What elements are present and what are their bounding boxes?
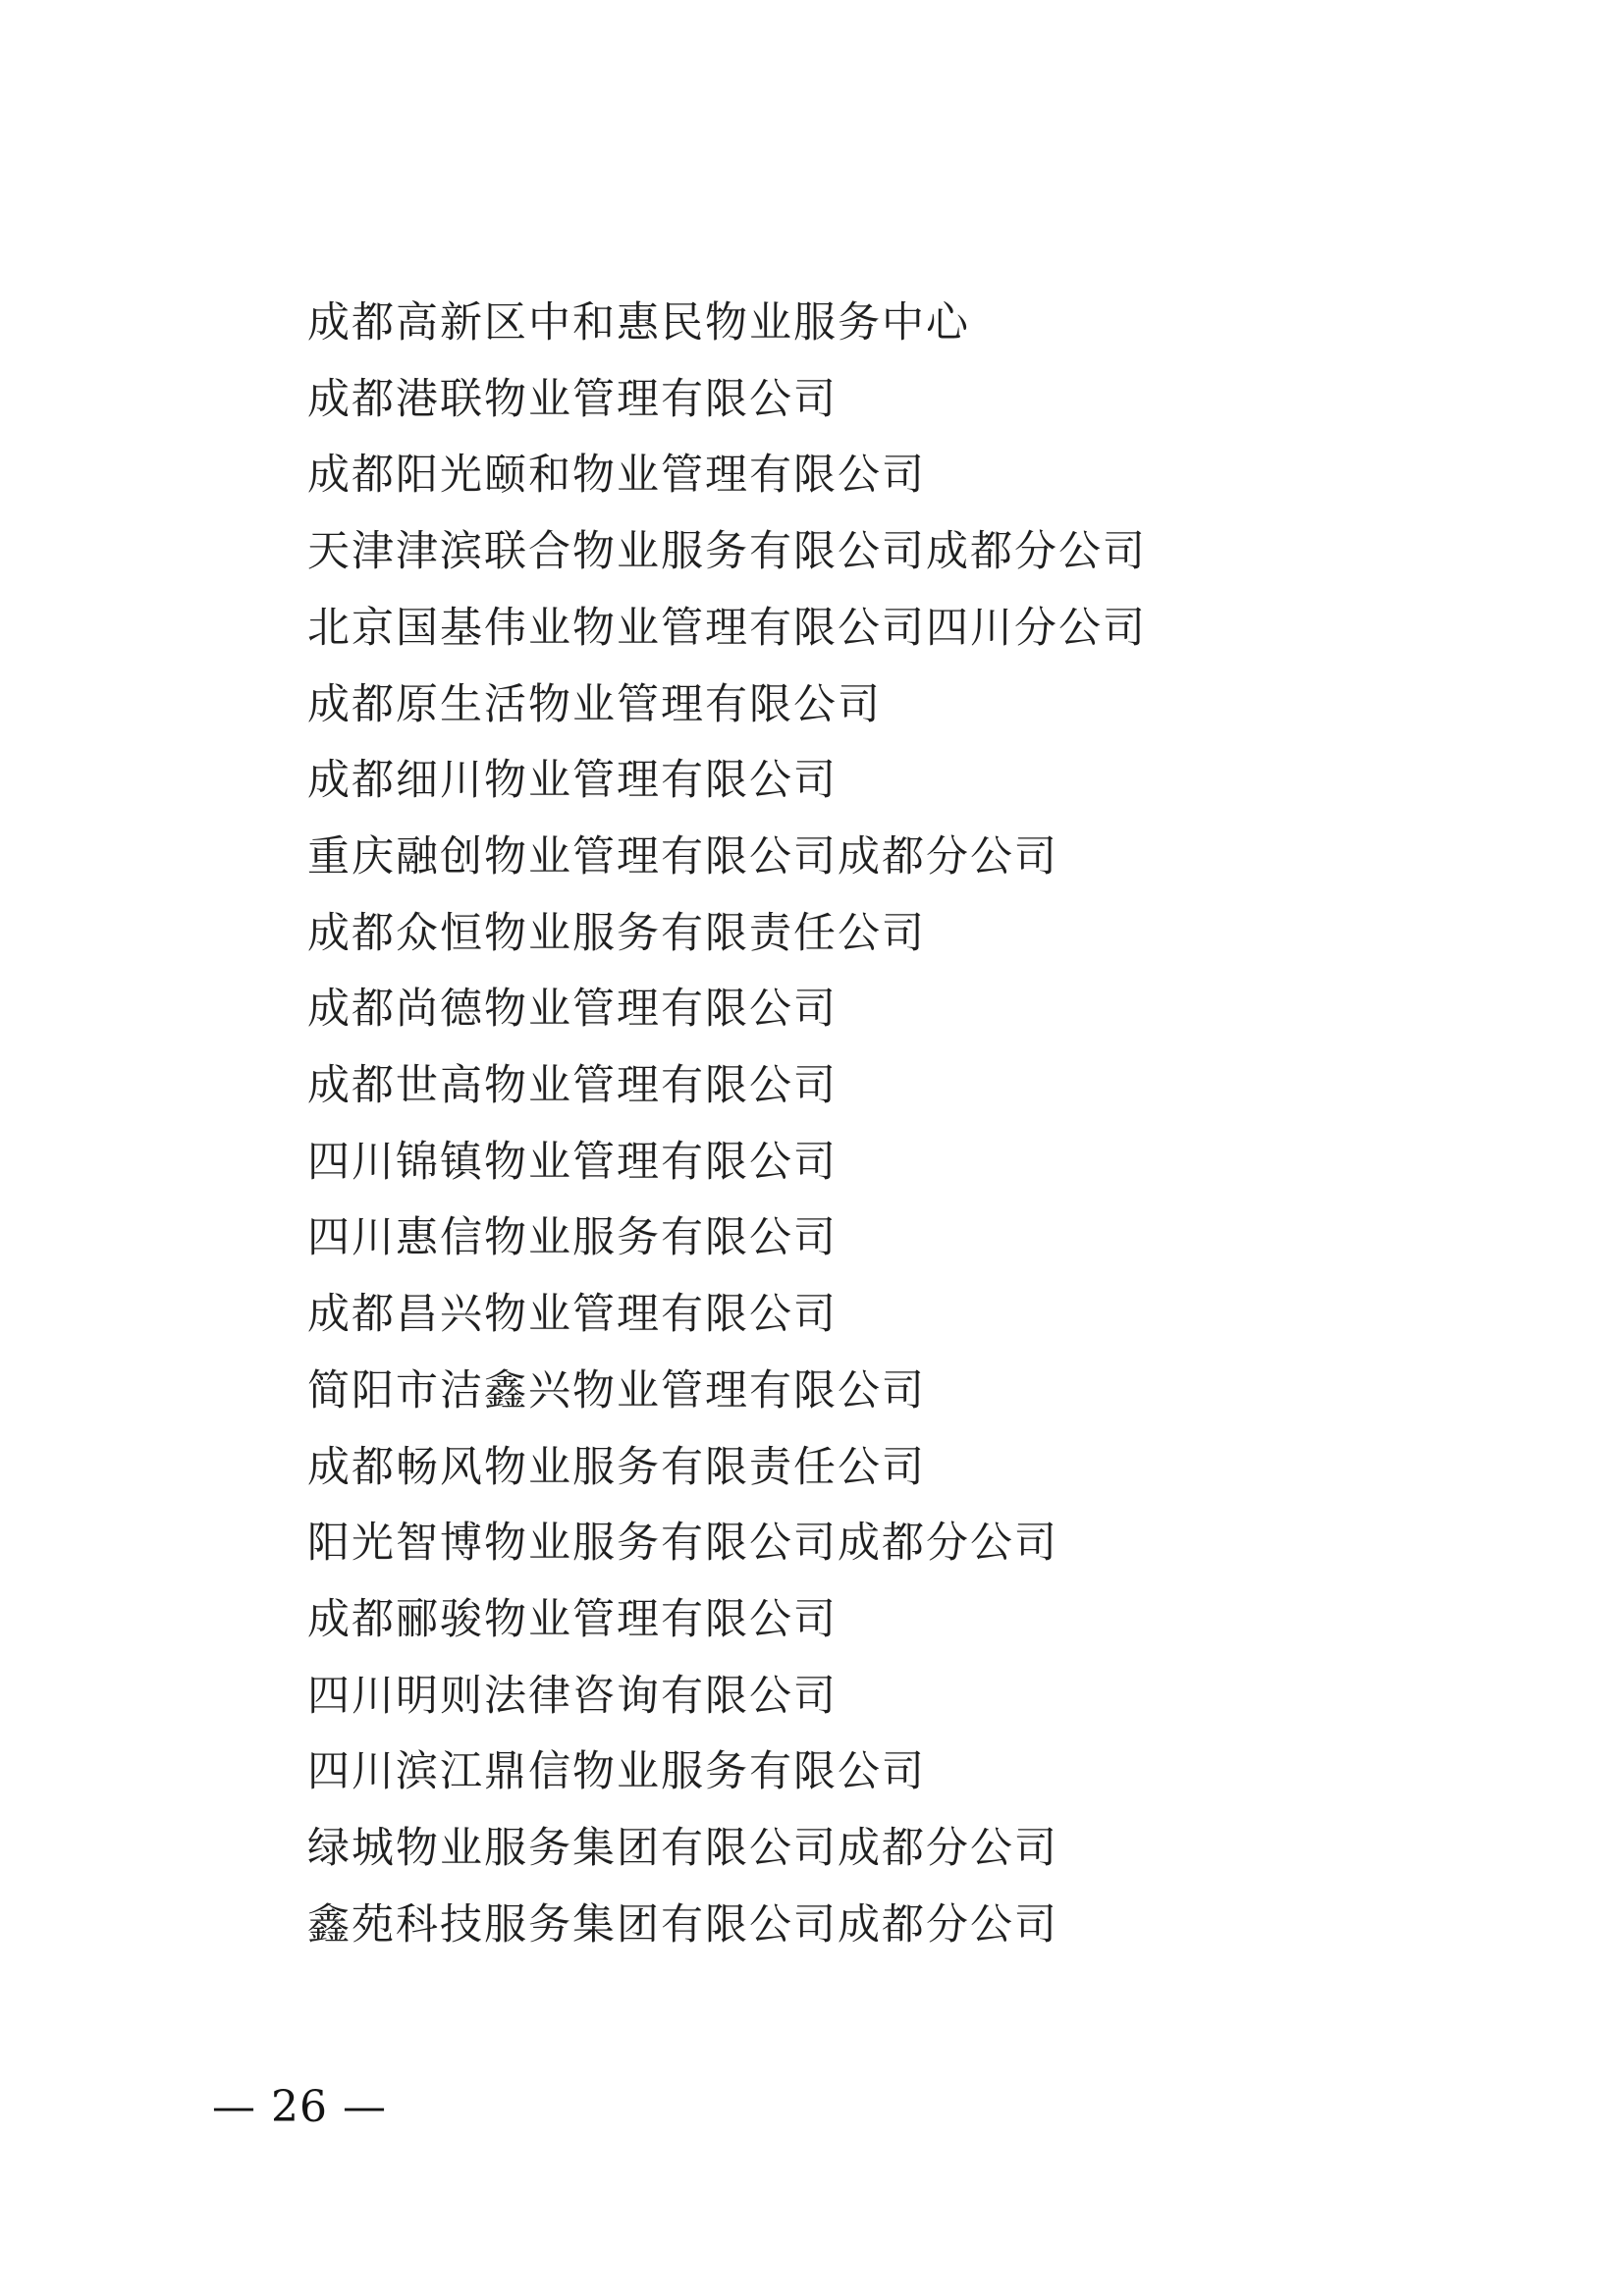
company-name: 成都港联物业管理有限公司 [307, 374, 838, 424]
company-name: 四川锦镇物业管理有限公司 [307, 1137, 838, 1187]
company-name: 成都尚德物业管理有限公司 [307, 985, 838, 1035]
company-name: 简阳市洁鑫兴物业管理有限公司 [307, 1365, 926, 1415]
company-name: 成都世高物业管理有限公司 [307, 1061, 838, 1111]
company-name: 四川惠信物业服务有限公司 [307, 1213, 838, 1263]
company-name: 成都郦骏物业管理有限公司 [307, 1594, 838, 1644]
company-name: 北京国基伟业物业管理有限公司四川分公司 [307, 603, 1147, 653]
company-name-list [307, 286, 1147, 1963]
company-name: 成都众恒物业服务有限责任公司 [307, 908, 926, 958]
company-name: 成都高新区中和惠民物业服务中心 [307, 298, 970, 347]
company-name: 成都细川物业管理有限公司 [307, 756, 838, 806]
company-name: 成都畅风物业服务有限责任公司 [307, 1442, 926, 1492]
company-name: 成都阳光颐和物业管理有限公司 [307, 451, 926, 501]
page-number: — 26 — [212, 2082, 387, 2132]
company-name: 鑫苑科技服务集团有限公司成都分公司 [307, 1899, 1058, 1949]
company-name: 四川明则法律咨询有限公司 [307, 1671, 838, 1721]
company-name: 重庆融创物业管理有限公司成都分公司 [307, 831, 1058, 881]
company-name: 四川滨江鼎信物业服务有限公司 [307, 1747, 926, 1797]
company-name: 天津津滨联合物业服务有限公司成都分公司 [307, 527, 1147, 577]
company-name: 成都原生活物业管理有限公司 [307, 679, 882, 729]
company-name: 绿城物业服务集团有限公司成都分公司 [307, 1824, 1058, 1874]
company-name: 成都昌兴物业管理有限公司 [307, 1290, 838, 1340]
company-name: 阳光智博物业服务有限公司成都分公司 [307, 1519, 1058, 1569]
